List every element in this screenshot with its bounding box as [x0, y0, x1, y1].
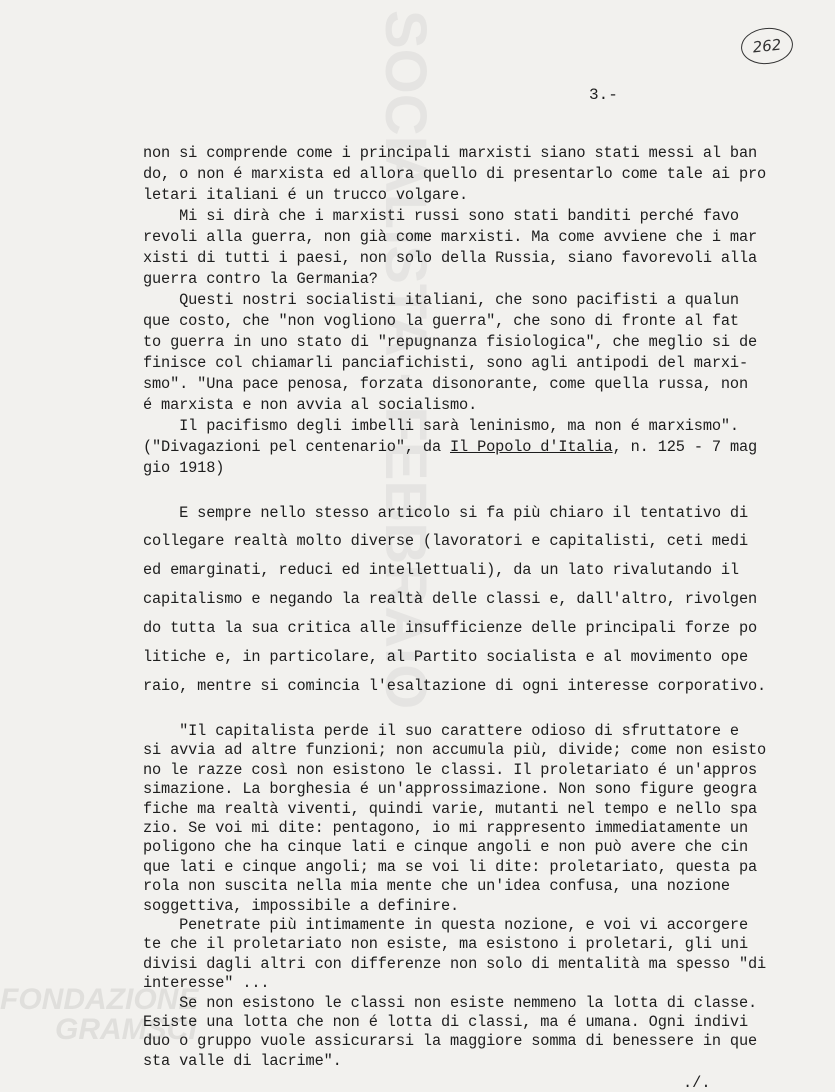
- quote2-line: Se non esistono le classi non esiste nemmeno la lotta di classe.: [143, 993, 758, 1012]
- quote2-line: no le razze così non esistono le classi. Il proletariato é un'appros: [143, 760, 758, 779]
- quote1-line: é marxista e non avvia al socialismo.: [143, 396, 478, 414]
- quote2-line: que lati e cinque angoli; ma se voi li dite: proletariato, questa pa: [143, 857, 758, 876]
- archive-stamp: 262: [739, 25, 794, 66]
- quote1-line: Mi si dirà che i marxisti russi sono stati banditi perché favo: [143, 207, 739, 225]
- quote1-line: do, o non é marxista ed allora quello di presentarlo come tale ai pro: [143, 165, 767, 183]
- quote2-line: soggettiva, impossibile a definire.: [143, 896, 460, 915]
- quote1-line: Questi nostri socialisti italiani, che sono pacifisti a qualun: [143, 291, 739, 309]
- quote1-line: smo". "Una pace penosa, forzata disonorante, come quella russa, non: [143, 375, 748, 393]
- watermark-side: SOCIALISTA · FEBBRAIO: [373, 10, 438, 710]
- continuation-mark: ./.: [683, 1073, 711, 1092]
- quote2-line: Esiste una lotta che non é lotta di classi, ma é umana. Ogni indivi: [143, 1013, 748, 1031]
- quote2-line: si avvia ad altre funzioni; non accumula più, divide; come non esisto: [143, 741, 767, 760]
- quote2-line: simazione. La borghesia é un'approssimazione. Non sono figure geogra: [143, 780, 758, 799]
- quote1-line: que costo, che "non vogliono la guerra", che sono di fronte al fat: [143, 312, 739, 330]
- page-number: 3.-: [589, 86, 618, 104]
- quote2-line: divisi dagli altri con differenze non solo di mentalità ma spesso "di: [143, 954, 767, 973]
- quote2-line: rola non suscita nella mia mente che un'idea confusa, una nozione: [143, 877, 730, 896]
- quote2-line: fiche ma realtà viventi, quindi varie, mutanti nel tempo e nello spa: [143, 799, 758, 818]
- commentary-line: collegare realtà molto diverse (lavoratori e capitalisti, ceti medi: [143, 532, 748, 550]
- commentary-line: ed emarginati, reduci ed intellettuali), da un lato rivalutando il: [143, 561, 739, 579]
- quote1-line: revoli alla guerra, non già come marxisti. Ma come avviene che i mar: [143, 228, 758, 246]
- quote2-line: zio. Se voi mi dite: pentagono, io mi rappresento immediatamente un: [143, 819, 748, 837]
- quote2-line: poligono che ha cinque lati e cinque angoli e non può avere che cin: [143, 838, 748, 857]
- watermark-logo-line-1: FONDAZIONE: [0, 983, 199, 1016]
- quote1-line: to guerra in uno stato di "repugnanza fisiologica", che meglio si de: [143, 333, 758, 351]
- quote2-line: sta valle di lacrime".: [143, 1051, 342, 1070]
- commentary-line: capitalismo e negando la realtà delle classi e, dall'altro, rivolgen: [143, 590, 758, 608]
- citation: [143, 438, 757, 456]
- quote2-line: te che il proletariato non esiste, ma esistono i proletari, gli uni: [143, 935, 748, 954]
- quote2-line: Penetrate più intimamente in questa nozione, e voi vi accorgere: [143, 916, 748, 934]
- citation-pre: ("Divagazioni pel centenario", da: [143, 438, 451, 456]
- commentary-line: raio, mentre si comincia l'esaltazione di ogni interesse corporativo.: [143, 677, 767, 695]
- quote2-line: interesse" ...: [143, 974, 270, 993]
- watermark-logo-line-2: GRAMSCI: [55, 1013, 197, 1046]
- quote1-line: Il pacifismo degli imbelli sarà leninismo, ma non é marxismo".: [143, 417, 739, 435]
- citation-source: Il Popolo d'Italia: [450, 438, 613, 456]
- citation-line-2: gio 1918): [143, 459, 225, 477]
- commentary-line: do tutta la sua critica alle insufficienze delle principali forze po: [143, 619, 758, 637]
- commentary-line: E sempre nello stesso articolo si fa più chiaro il tentativo di: [143, 504, 748, 522]
- quote1-line: finisce col chiamarli panciafichisti, sono agli antipodi del marxi-: [143, 354, 748, 372]
- citation-post: , n. 125 - 7 mag: [612, 438, 758, 456]
- quote1-line: letari italiani é un trucco volgare.: [143, 186, 469, 204]
- quote2-line: duo o gruppo vuole assicurarsi la maggiore somma di benessere in que: [143, 1032, 758, 1051]
- quote1-line: xisti di tutti i paesi, non solo della Russia, siano favorevoli alla: [143, 249, 758, 267]
- quote1-line: non si comprende come i principali marxisti siano stati messi al ban: [143, 144, 758, 162]
- quote1-line: guerra contro la Germania?: [143, 270, 378, 288]
- commentary-line: litiche e, in particolare, al Partito socialista e al movimento ope: [143, 648, 748, 666]
- quote2-line: "Il capitalista perde il suo carattere odioso di sfruttatore e: [143, 722, 739, 740]
